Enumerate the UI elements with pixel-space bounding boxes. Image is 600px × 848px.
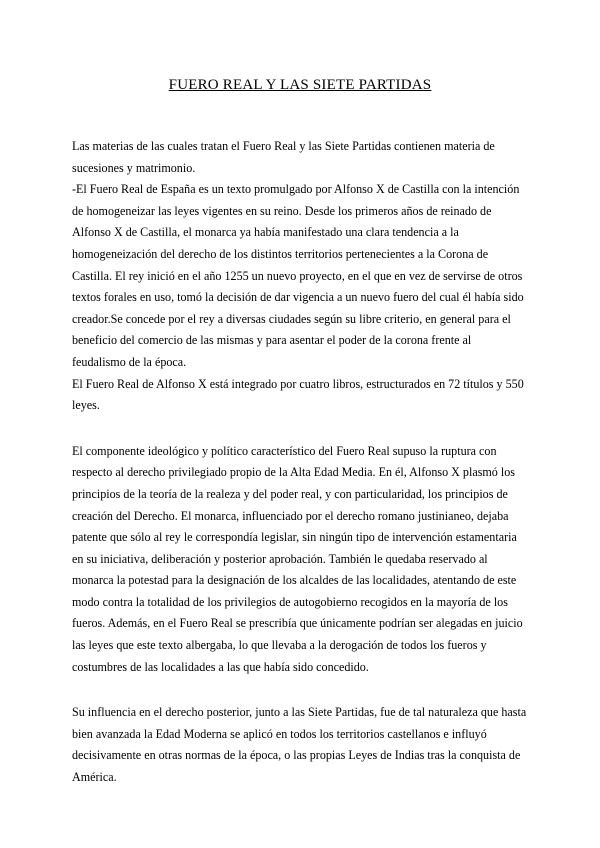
paragraph-intro: Las materias de las cuales tratan el Fuero Real y las Siete Partidas contienen materia de sucesiones y matrimonio. [72, 139, 495, 175]
paragraph-influence: Su influencia en el derecho posterior, junto a las Siete Partidas, fue de tal naturaleza que hasta bien avanzada la Edad Moderna se aplicó en todos los territorios castellanos e influyó decisivamente en otras normas de la época, o las propias Leyes de Indias tras la conquista de América. [72, 705, 527, 785]
document-body [72, 136, 527, 789]
paragraph-structure: El Fuero Real de Alfonso X está integrado por cuatro libros, estructurados en 72 títulos y 550 leyes. [72, 376, 524, 413]
document-title: FUERO REAL Y LAS SIETE PARTIDAS [168, 77, 432, 93]
paragraph-ideology: El componente ideológico y político característico del Fuero Real supuso la ruptura con respecto al derecho privilegiado propio de la Alta Edad Media. En él, Alfonso X plasmó los principios de la teoría de la realeza y del poder real, y con particularidad, los principios de creación del Derecho. El monarca, influenciado por el derecho romano justinianeo, dejaba patente que sólo al rey le correspondía legislar, sin ningún tipo de intervención estamentaria en su iniciativa, deliberación y posterior aprobación. También le quedaba reservado al monarca la potestad para la designación de los alcaldes de las localidades, atentando de este modo contra la totalidad de los privilegios de autogobierno recogidos en la mayoría de los fueros. Además, en el Fuero Real se prescribía que únicamente podrían ser alegadas en juicio las leyes que este texto albergaba, lo que llevaba a la derogación de todos los fueros y costumbres de las localidades a las que había sido concedido. [72, 443, 523, 674]
paragraph-fuero-real: -El Fuero Real de España es un texto promulgado por Alfonso X de Castilla con la intención de homogeneizar las leyes vigentes en su reino. Desde los primeros años de reinado de Alfonso X de Castilla, el monarca ya había manifestado una clara tendencia a la homogeneización del derecho de los distintos territorios pertenecientes a la Corona de Castilla. El rey inició en el año 1255 un nuevo proyecto, en el que en vez de servirse de otros textos forales en uso, tomó la decisión de dar vigencia a un nuevo fuero del cual él había sido creador.Se concede por el rey a diversas ciudades según su libre criterio, en general para el beneficio del comercio de las mismas y para asentar el poder de la corona frente al feudalismo de la época. [72, 182, 524, 369]
